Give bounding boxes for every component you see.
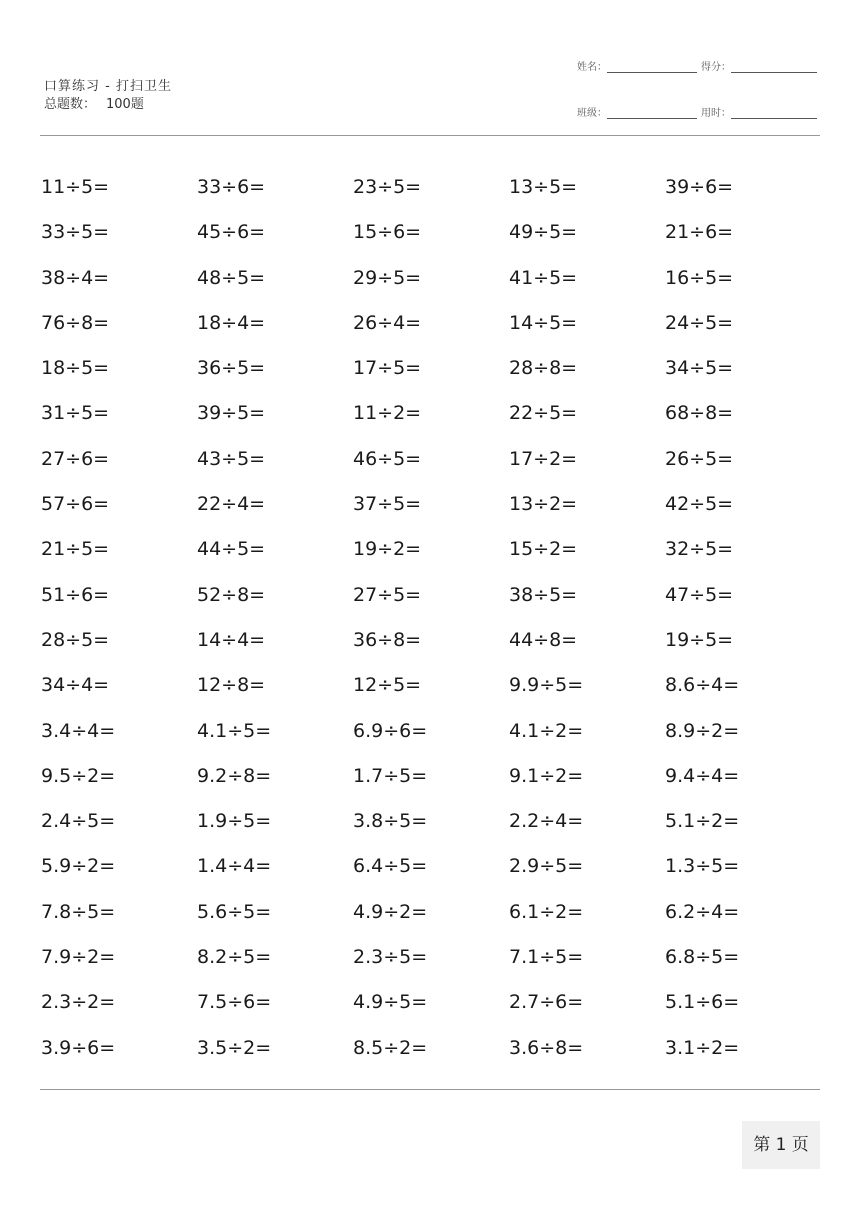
problem-item: 34÷5=	[665, 357, 734, 380]
problem-item: 32÷5=	[665, 538, 734, 561]
problem-item: 1.3÷5=	[665, 855, 740, 878]
problem-item: 9.1÷2=	[509, 764, 584, 787]
problem-item: 9.9÷5=	[509, 674, 584, 697]
problem-item: 6.2÷4=	[665, 900, 740, 923]
problem-item: 6.8÷5=	[665, 946, 740, 969]
problem-item: 36÷8=	[353, 628, 422, 651]
class-field[interactable]	[577, 104, 697, 119]
problem-item: 17÷2=	[509, 447, 578, 470]
problem-item: 11÷2=	[353, 402, 422, 425]
problem-item: 19÷2=	[353, 538, 422, 561]
problem-item: 21÷6=	[665, 221, 734, 244]
problem-item: 11÷5=	[41, 176, 110, 198]
problem-item: 23÷5=	[353, 176, 422, 198]
problem-item: 27÷5=	[353, 583, 422, 606]
problem-item: 5.1÷2=	[665, 810, 740, 833]
score-field[interactable]	[701, 58, 817, 73]
problem-item: 39÷6=	[665, 176, 734, 198]
problem-item: 13÷2=	[509, 493, 578, 516]
problem-item: 4.1÷5=	[197, 719, 272, 742]
problem-item: 3.4÷4=	[41, 719, 116, 742]
problem-item: 44÷5=	[197, 538, 266, 561]
problem-item: 43÷5=	[197, 447, 266, 470]
problem-item: 47÷5=	[665, 583, 734, 606]
problem-item: 38÷5=	[509, 583, 578, 606]
problem-item: 1.9÷5=	[197, 810, 272, 833]
problem-item: 6.1÷2=	[509, 900, 584, 923]
worksheet-header	[44, 78, 172, 114]
problem-item: 15÷6=	[353, 221, 422, 244]
page-number: 第 1 页	[742, 1121, 820, 1169]
problem-item: 26÷4=	[353, 311, 422, 334]
problem-item: 3.5÷2=	[197, 1036, 272, 1059]
problem-item: 4.9÷5=	[353, 991, 428, 1014]
problem-item: 27÷6=	[41, 447, 110, 470]
class-blank[interactable]	[607, 106, 697, 119]
problem-item: 48÷5=	[197, 266, 266, 289]
problem-item: 9.5÷2=	[41, 764, 116, 787]
problem-item: 33÷6=	[197, 176, 266, 198]
problem-item: 49÷5=	[509, 221, 578, 244]
problem-item: 18÷4=	[197, 311, 266, 334]
problem-item: 13÷5=	[509, 176, 578, 198]
problem-item: 33÷5=	[41, 221, 110, 244]
problem-item: 29÷5=	[353, 266, 422, 289]
problem-item: 37÷5=	[353, 493, 422, 516]
problem-item: 1.4÷4=	[197, 855, 272, 878]
time-blank[interactable]	[731, 106, 817, 119]
name-blank[interactable]	[607, 60, 697, 73]
problem-item: 6.4÷5=	[353, 855, 428, 878]
problem-item: 16÷5=	[665, 266, 734, 289]
problem-item: 2.3÷2=	[41, 991, 116, 1014]
worksheet-title: 口算练习 - 打扫卫生	[44, 79, 172, 94]
problem-item: 22÷5=	[509, 402, 578, 425]
problem-item: 36÷5=	[197, 357, 266, 380]
problem-item: 31÷5=	[41, 402, 110, 425]
footer-divider	[40, 1089, 820, 1090]
problem-item: 14÷4=	[197, 628, 266, 651]
problem-item: 19÷5=	[665, 628, 734, 651]
problem-item: 1.7÷5=	[353, 764, 428, 787]
problem-item: 3.6÷8=	[509, 1036, 584, 1059]
problem-item: 5.1÷6=	[665, 991, 740, 1014]
problem-item: 22÷4=	[197, 493, 266, 516]
problem-item: 44÷8=	[509, 628, 578, 651]
problem-item: 28÷5=	[41, 628, 110, 651]
problem-item: 9.2÷8=	[197, 764, 272, 787]
problem-item: 45÷6=	[197, 221, 266, 244]
problem-grid	[41, 165, 821, 1071]
problem-item: 17÷5=	[353, 357, 422, 380]
time-field[interactable]	[701, 104, 817, 119]
problem-item: 14÷5=	[509, 311, 578, 334]
class-label: 班级：	[577, 108, 607, 119]
time-label: 用时：	[701, 108, 731, 119]
problem-item: 57÷6=	[41, 493, 110, 516]
problem-item: 3.8÷5=	[353, 810, 428, 833]
problem-item: 7.5÷6=	[197, 991, 272, 1014]
problem-item: 2.2÷4=	[509, 810, 584, 833]
problem-item: 24÷5=	[665, 311, 734, 334]
problem-item: 5.6÷5=	[197, 900, 272, 923]
problem-count	[44, 96, 172, 114]
problem-item: 21÷5=	[41, 538, 110, 561]
problem-item: 4.1÷2=	[509, 719, 584, 742]
problem-item: 3.1÷2=	[665, 1036, 740, 1059]
problem-item: 26÷5=	[665, 447, 734, 470]
problem-item: 7.9÷2=	[41, 946, 116, 969]
problem-item: 2.7÷6=	[509, 991, 584, 1014]
problem-item: 2.3÷5=	[353, 946, 428, 969]
problem-item: 41÷5=	[509, 266, 578, 289]
score-label: 得分：	[701, 62, 731, 73]
problem-count-value: 100题	[106, 97, 144, 112]
problem-item: 3.9÷6=	[41, 1036, 116, 1059]
problem-item: 52÷8=	[197, 583, 266, 606]
problem-item: 8.2÷5=	[197, 946, 272, 969]
problem-item: 42÷5=	[665, 493, 734, 516]
problem-item: 12÷8=	[197, 674, 266, 697]
score-blank[interactable]	[731, 60, 817, 73]
name-field[interactable]	[577, 58, 697, 73]
problem-item: 7.1÷5=	[509, 946, 584, 969]
problem-item: 8.5÷2=	[353, 1036, 428, 1059]
problem-item: 2.4÷5=	[41, 810, 116, 833]
problem-item: 38÷4=	[41, 266, 110, 289]
problem-item: 2.9÷5=	[509, 855, 584, 878]
problem-item: 34÷4=	[41, 674, 110, 697]
problem-item: 18÷5=	[41, 357, 110, 380]
problem-item: 39÷5=	[197, 402, 266, 425]
problem-item: 5.9÷2=	[41, 855, 116, 878]
problem-item: 8.6÷4=	[665, 674, 740, 697]
problem-item: 9.4÷4=	[665, 764, 740, 787]
problem-item: 12÷5=	[353, 674, 422, 697]
problem-item: 68÷8=	[665, 402, 734, 425]
problem-item: 4.9÷2=	[353, 900, 428, 923]
problem-item: 76÷8=	[41, 311, 110, 334]
name-label: 姓名：	[577, 62, 607, 73]
problem-item: 51÷6=	[41, 583, 110, 606]
problem-item: 46÷5=	[353, 447, 422, 470]
header-divider	[40, 135, 820, 136]
problem-item: 15÷2=	[509, 538, 578, 561]
problem-item: 28÷8=	[509, 357, 578, 380]
problem-item: 7.8÷5=	[41, 900, 116, 923]
problem-item: 6.9÷6=	[353, 719, 428, 742]
problem-count-label: 总题数：	[44, 97, 97, 112]
problem-item: 8.9÷2=	[665, 719, 740, 742]
